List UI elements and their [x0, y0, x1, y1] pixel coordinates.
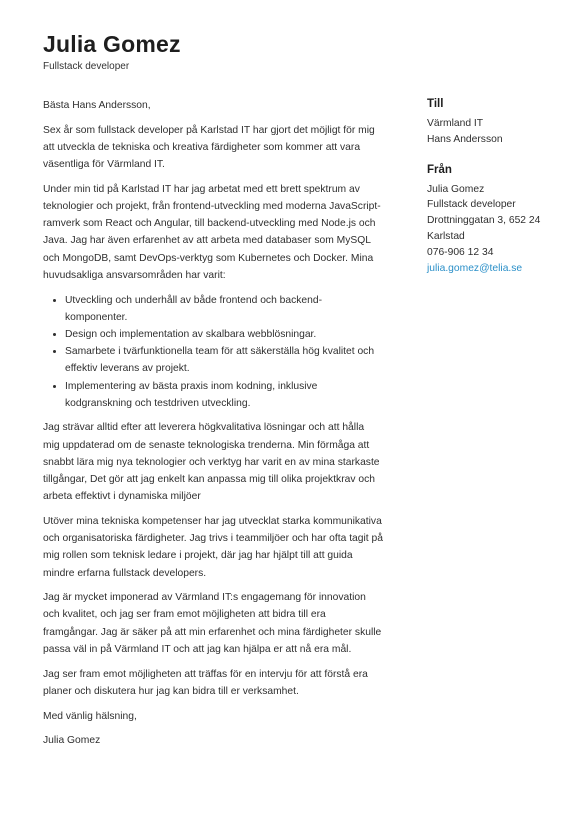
sender-email-link[interactable]: julia.gomez@telia.se — [427, 262, 523, 274]
list-item: • Design och implementation av skalbara webblösningar. — [65, 326, 383, 343]
sender-name: Julia Gomez — [43, 31, 181, 57]
sender-city: Karlstad — [427, 230, 465, 242]
list-item: • Implementering av bästa praxis inom kodning, inklusive kodgranskning och testdriven utveckling. — [65, 378, 383, 412]
sender-contact-title: Fullstack developer — [427, 199, 516, 211]
paragraph-company: Jag är mycket imponerad av Värmland IT:s engagemang för innovation och kvalitet, och jag ser fram emot möjligheten att bidra till era framgångar. Jag är säker på att min erfarenhet och mina färdigheter skulle passa väl in på Värmland IT och att jag kan hjälpa er att nå era mål. — [43, 592, 382, 655]
sender-block — [427, 162, 567, 277]
paragraph-intro: Sex år som fullstack developer på Karlstad IT har gjort det möjligt för mig att utveckla de tekniska och kreativa färdigheter som kommer att vara väsentliga för Värmland IT. — [43, 124, 375, 171]
sidebar — [427, 96, 567, 290]
recipient-block — [427, 96, 567, 148]
paragraph-learning: Jag strävar alltid efter att leverera högkvalitativa lösningar och att hålla mig uppdaterad om de senaste teknologiska trenderna. Min förmåga att snabbt lära mig nya teknologier och verktyg har varit en av mina starkaste tillgångar, Det gör att jag enkelt kan anpassa mig till olika projektkrav och arbeta effektivt i dynamiska miljöer — [43, 422, 380, 503]
list-item: • Utveckling och underhåll av både frontend och backend-komponenter. — [65, 292, 383, 326]
sender-street: Drottninggatan 3, 652 24 — [427, 215, 541, 227]
paragraph-interview: Jag ser fram emot möjligheten att träffas för en intervju för att förstå era planer och diskutera hur jag kan bidra till er verksamhet. — [43, 668, 368, 697]
sender-contact-name: Julia Gomez — [427, 183, 485, 195]
paragraph-soft-skills: Utöver mina tekniska kompetenser har jag utvecklat starka kommunikativa och organisatoriska färdigheter. Jag trivs i teammiljöer och har ofta tagit på mig rollen som teknisk ledare i projekt, där jag har hjälpt till att guida mindre erfarna fullstack developers. — [43, 515, 383, 579]
letter-header — [43, 30, 181, 72]
letter-body — [43, 97, 383, 757]
signature: Julia Gomez — [43, 735, 101, 747]
sender-phone: 076-906 12 34 — [427, 246, 494, 258]
sender-heading: Från — [427, 163, 452, 176]
recipient-company: Värmland IT — [427, 118, 484, 129]
recipient-person: Hans Andersson — [427, 133, 503, 145]
paragraph-experience: Under min tid på Karlstad IT har jag arbetat med ett brett spektrum av teknologier och projekt, från frontend-utveckling med moderna JavaScript-ramverk som React och Angular, till backend-utveckling med Node.js och Java. Jag har även erfarenhet av att arbeta med databaser som MySQL och MongoDB, samt DevOps-verktyg som Kubernetes och Docker. Mina huvudsakliga ansvarsområden har varit: — [43, 183, 381, 281]
recipient-heading: Till — [427, 98, 444, 110]
list-item: • Samarbete i tvärfunktionella team för att säkerställa hög kvalitet och effektiv leverans av projekt. — [65, 343, 383, 377]
greeting: Bästa Hans Andersson, — [43, 100, 151, 111]
responsibilities-list — [43, 292, 383, 412]
closing: Med vänlig hälsning, — [43, 710, 137, 722]
sender-job-title: Fullstack developer — [43, 61, 130, 72]
